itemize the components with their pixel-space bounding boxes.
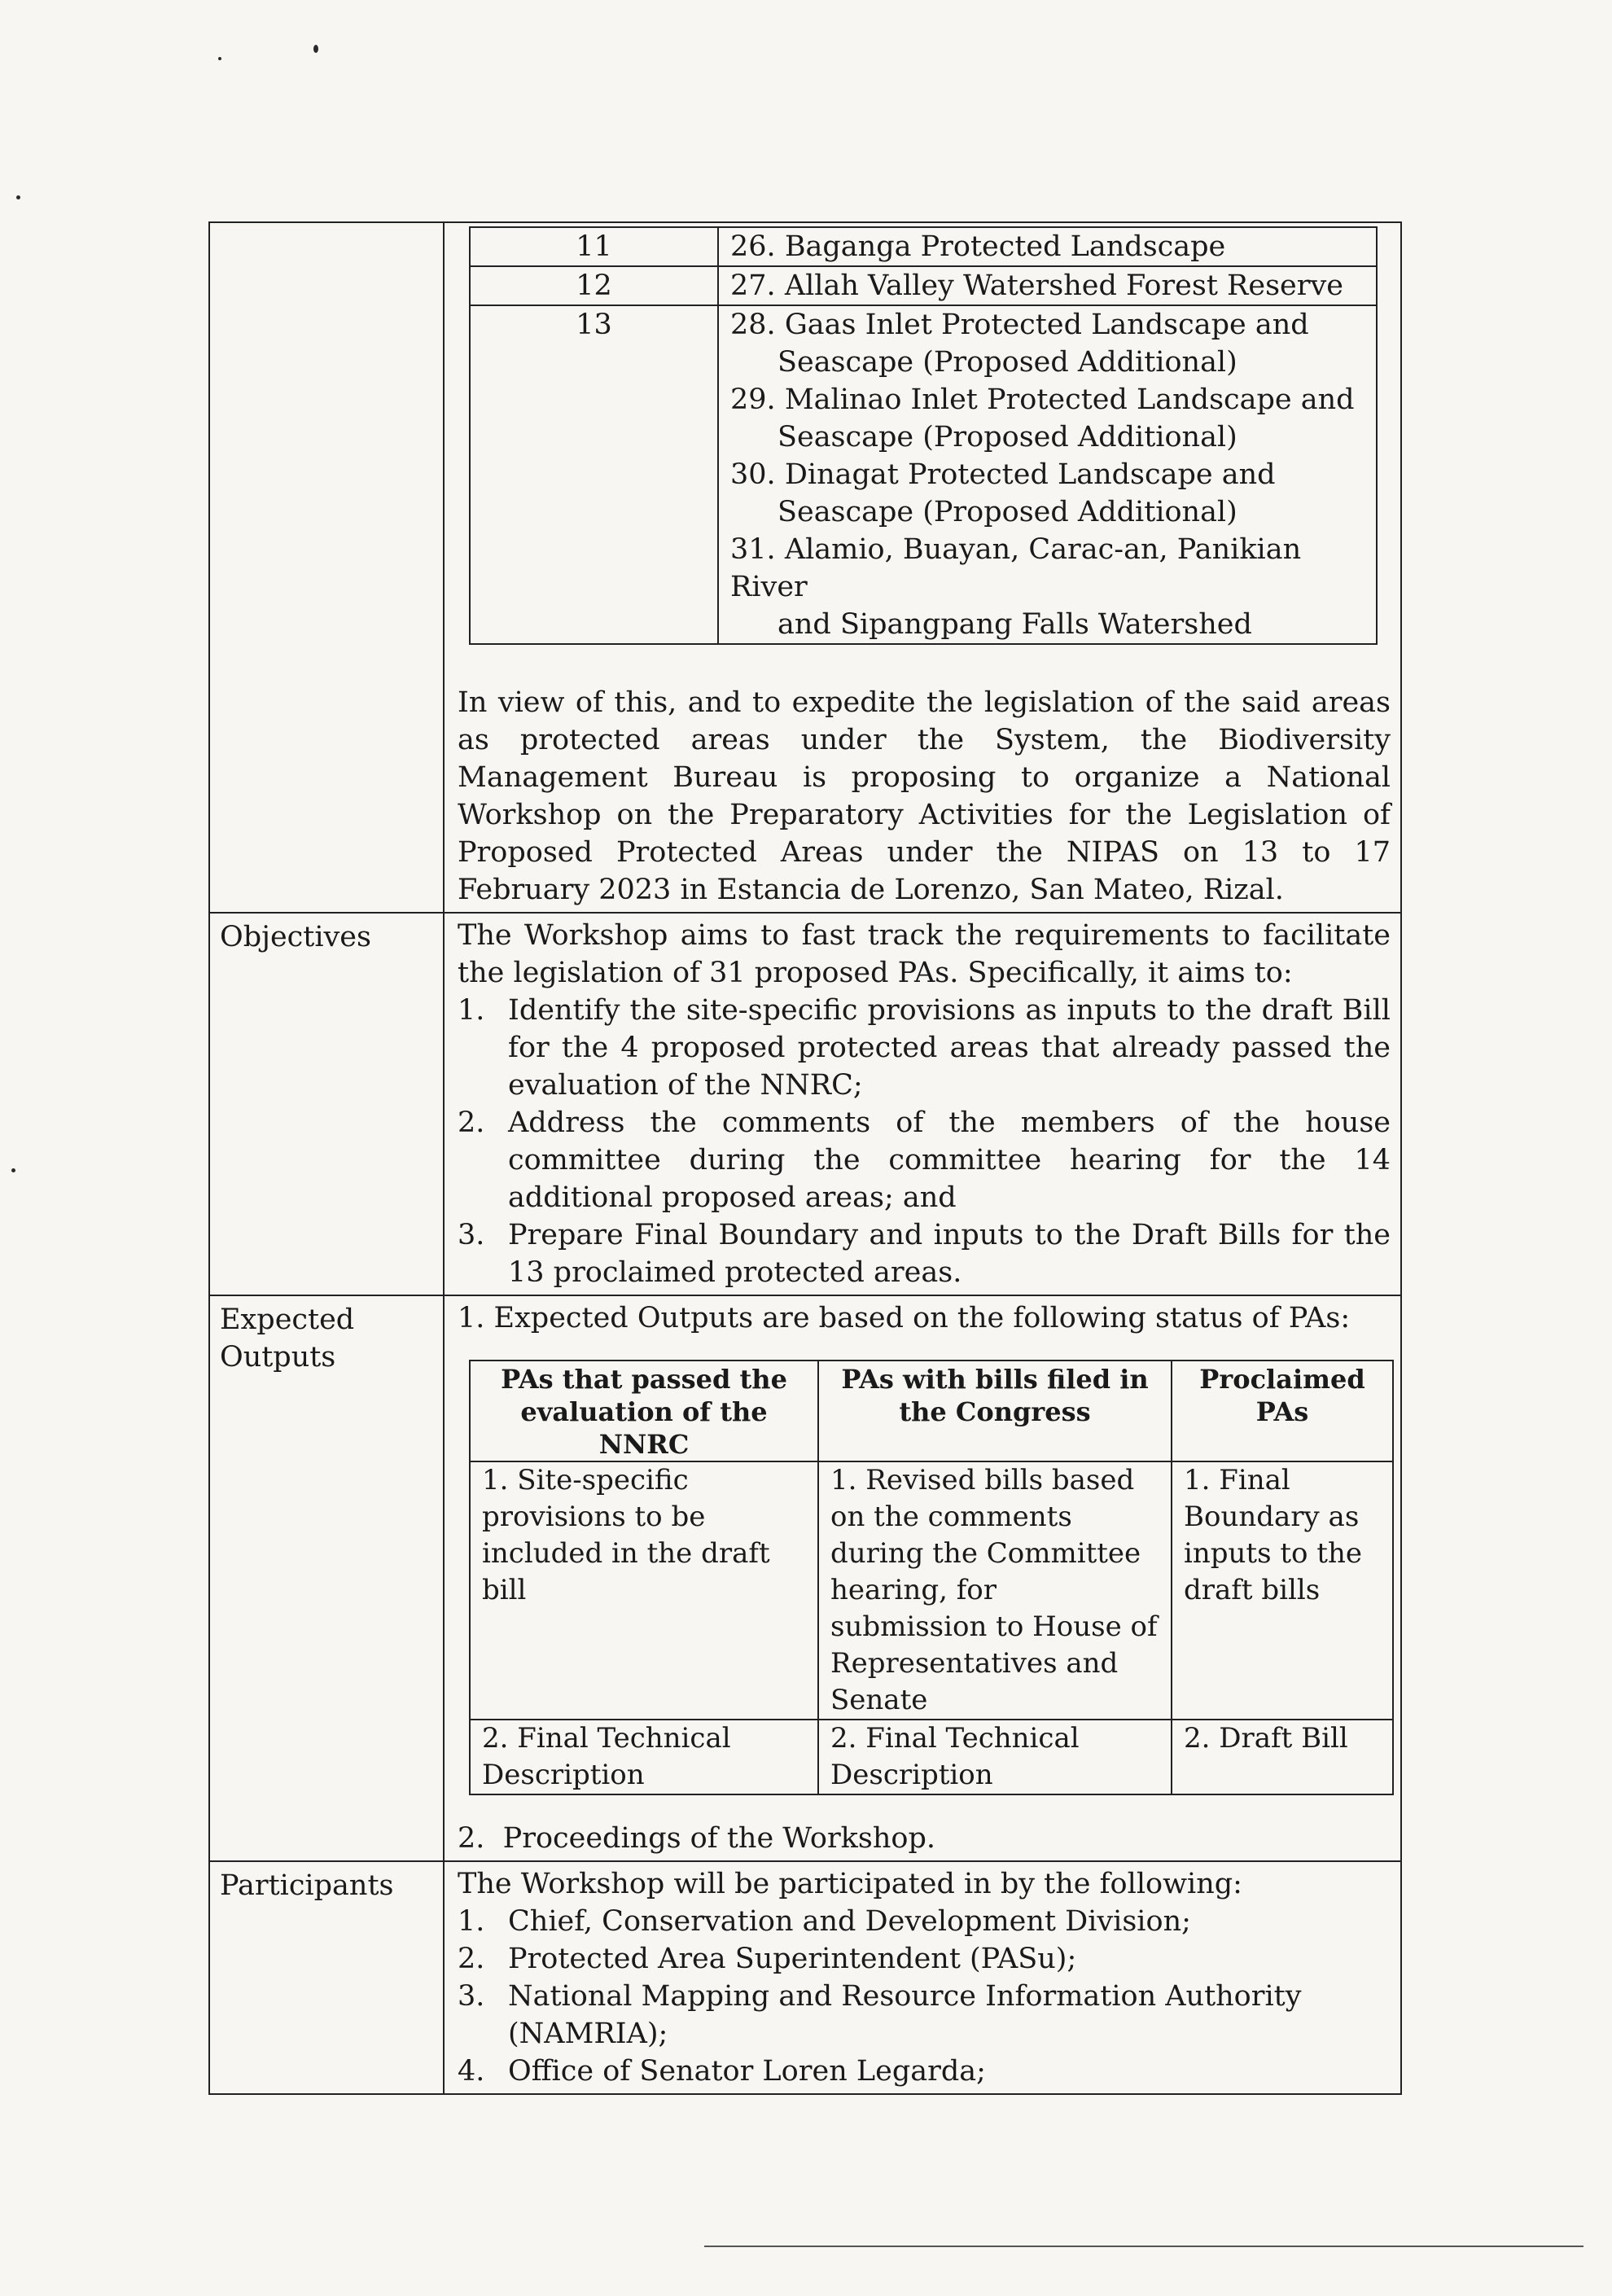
- pa-list-row: [209, 222, 1401, 913]
- outputs-header-row: [470, 1361, 1393, 1461]
- pa-row: [470, 266, 1377, 305]
- pa-row-number: 11: [470, 227, 718, 266]
- expected-outputs-intro: 1. Expected Outputs are based on the following status of PAs:: [458, 1302, 1351, 1334]
- column-header: PAs that passed the evaluation of the NNRC: [470, 1361, 818, 1461]
- list-item: 2. Protected Area Superintendent (PASu);: [458, 1943, 1077, 1975]
- participants-row: [209, 1861, 1401, 2094]
- table-cell: 1. Revised bills based on the comments during the Committee hearing, for submission to House of Representatives and Senate: [818, 1461, 1172, 1720]
- bottom-rule: [704, 2246, 1584, 2247]
- table-cell: 1. Site-specific provisions to be included in the draft bill: [470, 1461, 818, 1720]
- intro-paragraph: In view of this, and to expedite the legislation of the said areas as protected areas under the System, the Biodiversity Management Bureau is proposing to organize a National Workshop on the Preparatory Activities for the Legislation of Proposed Protected Areas under the NIPAS on 13 to 17 February 2023 in Estancia de Lorenzo, San Mateo, Rizal.: [458, 686, 1391, 906]
- objectives-intro: The Workshop aims to fast track the requirements to facilitate the legislation of 31 proposed PAs. Specifically, it aims to:: [458, 919, 1391, 989]
- pa-item-continued: Seascape (Proposed Additional): [778, 346, 1237, 379]
- expected-outputs-row: [209, 1295, 1401, 1861]
- table-cell: 1. Final Boundary as inputs to the draft bills: [1172, 1461, 1393, 1720]
- pa-row-number: 12: [470, 266, 718, 305]
- participants-list: [458, 1903, 1391, 2090]
- empty-label-cell: [209, 222, 444, 913]
- pa-item-continued: Seascape (Proposed Additional): [778, 496, 1237, 528]
- objectives-row: [209, 913, 1401, 1295]
- scan-speck: [313, 45, 318, 53]
- pa-item-continued: Seascape (Proposed Additional): [778, 421, 1237, 454]
- pa-item: 27. Allah Valley Watershed Forest Reserve: [730, 269, 1343, 302]
- pa-row-items: [718, 305, 1377, 644]
- pa-row-items: [718, 266, 1377, 305]
- column-header: Proclaimed PAs: [1172, 1361, 1393, 1461]
- participants-label: Participants: [209, 1861, 444, 2094]
- participants-intro: The Workshop will be participated in by the following:: [458, 1868, 1242, 1900]
- outputs-table: [469, 1360, 1394, 1795]
- table-cell: 2. Final Technical Description: [470, 1720, 818, 1794]
- pa-item: 28. Gaas Inlet Protected Landscape and: [730, 309, 1309, 341]
- pa-row-items: [718, 227, 1377, 266]
- list-item: 4. Office of Senator Loren Legarda;: [458, 2055, 986, 2088]
- proposal-table: [208, 221, 1402, 2095]
- pa-row: [470, 227, 1377, 266]
- expected-outputs-label: Expected Outputs: [209, 1295, 444, 1861]
- pa-list-table: [469, 226, 1378, 645]
- scan-speck: [16, 195, 20, 199]
- expected-outputs-content: [444, 1295, 1401, 1861]
- table-cell: 2. Final Technical Description: [818, 1720, 1172, 1794]
- list-item: 1. Chief, Conservation and Development Division;: [458, 1905, 1191, 1938]
- pa-item: 26. Baganga Protected Landscape: [730, 230, 1226, 263]
- table-row: [470, 1720, 1393, 1794]
- pa-row: [470, 305, 1377, 644]
- pa-item-continued: and Sipangpang Falls Watershed: [778, 608, 1252, 641]
- pa-list-content: [444, 222, 1401, 913]
- expected-outputs-item-2: 2. Proceedings of the Workshop.: [458, 1822, 935, 1855]
- scan-speck: [218, 57, 221, 60]
- pa-row-number: 13: [470, 305, 718, 644]
- objectives-list: [458, 992, 1391, 1291]
- column-header: PAs with bills filed in the Congress: [818, 1361, 1172, 1461]
- objectives-content: [444, 913, 1401, 1295]
- participants-content: [444, 1861, 1401, 2094]
- list-item: 2. Address the comments of the members of the house committee during the committee hearing for the 14 additional proposed areas; and: [458, 1106, 1391, 1214]
- table-row: [470, 1461, 1393, 1720]
- table-cell: 2. Draft Bill: [1172, 1720, 1393, 1794]
- pa-item: 29. Malinao Inlet Protected Landscape and: [730, 383, 1355, 416]
- list-item: 3. National Mapping and Resource Information Authority (NAMRIA);: [458, 1980, 1302, 2050]
- scan-speck: [11, 1168, 15, 1172]
- pa-item: 30. Dinagat Protected Landscape and: [730, 458, 1276, 491]
- pa-item: 31. Alamio, Buayan, Carac-an, Panikian River: [730, 533, 1302, 603]
- objectives-label: Objectives: [209, 913, 444, 1295]
- list-item: 1. Identify the site-specific provisions as inputs to the draft Bill for the 4 proposed protected areas that already passed the evaluation of the NNRC;: [458, 994, 1391, 1102]
- list-item: 3. Prepare Final Boundary and inputs to the Draft Bills for the 13 proclaimed protected areas.: [458, 1219, 1391, 1289]
